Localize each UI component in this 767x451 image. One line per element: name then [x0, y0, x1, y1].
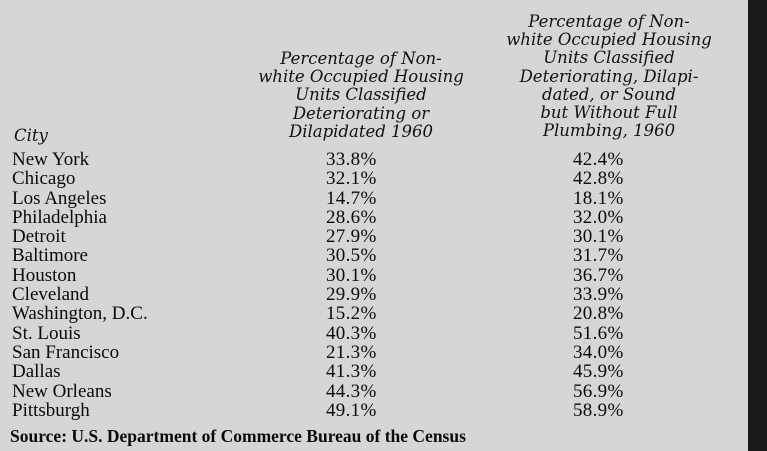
city-cell: Cleveland [12, 284, 90, 306]
table-row [0, 343, 748, 362]
col2-header [484, 13, 734, 140]
plumbing-cell: 32.0% [573, 206, 624, 228]
deteriorating-cell: 21.3% [326, 341, 377, 363]
col2-header-line: dated, or Sound [542, 84, 676, 104]
deteriorating-cell: 30.1% [326, 264, 377, 286]
plumbing-cell: 42.8% [573, 168, 624, 190]
city-cell: Philadelphia [12, 206, 107, 228]
table-row [0, 401, 748, 420]
plumbing-cell: 33.9% [573, 284, 624, 306]
city-cell: Baltimore [12, 245, 88, 267]
city-column-header: City [14, 126, 48, 145]
plumbing-cell: 56.9% [573, 380, 624, 402]
plumbing-cell: 30.1% [573, 226, 624, 248]
deteriorating-cell: 30.5% [326, 245, 377, 267]
deteriorating-cell: 40.3% [326, 322, 377, 344]
col2-header-line: Percentage of Non- [528, 12, 690, 31]
table-row [0, 150, 748, 169]
col2-header-line: but Without Full [540, 103, 678, 123]
col1-header [245, 50, 477, 141]
table-row [0, 227, 748, 246]
col2-header-line: Units Classified [543, 48, 675, 68]
city-cell: Houston [12, 264, 77, 286]
col1-header-line: Dilapidated 1960 [288, 121, 434, 141]
deteriorating-cell: 33.8% [326, 149, 377, 170]
table-row [0, 304, 748, 323]
plumbing-cell: 31.7% [573, 245, 624, 267]
col1-header-line: white Occupied Housing [258, 67, 464, 87]
table-row [0, 246, 748, 265]
deteriorating-cell: 28.6% [326, 206, 377, 228]
table-row [0, 382, 748, 401]
col2-header-line: Deteriorating, Dilapi- [519, 66, 699, 86]
source-note: Source: U.S. Department of Commerce Bureau of the Census [10, 426, 466, 446]
plumbing-cell: 34.0% [573, 341, 624, 363]
col2-header-line: Plumbing, 1960 [542, 121, 676, 141]
col1-header-line: Deteriorating or [292, 103, 430, 123]
col1-header-line: Units Classified [295, 85, 427, 105]
city-cell: Washington, D.C. [12, 303, 148, 325]
plumbing-cell: 18.1% [573, 187, 624, 209]
page-edge-shadow [748, 0, 767, 451]
deteriorating-cell: 44.3% [326, 380, 377, 402]
plumbing-cell: 58.9% [573, 399, 624, 421]
city-cell: Los Angeles [12, 187, 107, 209]
deteriorating-cell: 29.9% [326, 284, 377, 306]
table-row [0, 285, 748, 304]
deteriorating-cell: 41.3% [326, 361, 377, 383]
table-row [0, 208, 748, 227]
city-cell: Detroit [12, 226, 66, 248]
table-row [0, 169, 748, 188]
table-body [0, 150, 748, 420]
city-cell: Pittsburgh [12, 399, 90, 421]
city-cell: San Francisco [12, 341, 120, 363]
deteriorating-cell: 32.1% [326, 168, 377, 190]
city-cell: Dallas [12, 361, 61, 383]
plumbing-cell: 51.6% [573, 322, 624, 344]
plumbing-cell: 42.4% [573, 149, 624, 170]
city-cell: St. Louis [12, 322, 81, 344]
plumbing-cell: 36.7% [573, 264, 624, 286]
table-row [0, 266, 748, 285]
deteriorating-cell: 14.7% [326, 187, 377, 209]
plumbing-cell: 20.8% [573, 303, 624, 325]
city-cell: New York [12, 149, 90, 170]
deteriorating-cell: 15.2% [326, 303, 377, 325]
col1-header-line: Percentage of Non- [280, 49, 442, 68]
col2-header-line: white Occupied Housing [506, 30, 712, 50]
deteriorating-cell: 27.9% [326, 226, 377, 248]
table-row [0, 324, 748, 343]
city-cell: New Orleans [12, 380, 112, 402]
city-cell: Chicago [12, 168, 76, 190]
deteriorating-cell: 49.1% [326, 399, 377, 421]
table-row [0, 362, 748, 381]
plumbing-cell: 45.9% [573, 361, 624, 383]
table-row [0, 189, 748, 208]
